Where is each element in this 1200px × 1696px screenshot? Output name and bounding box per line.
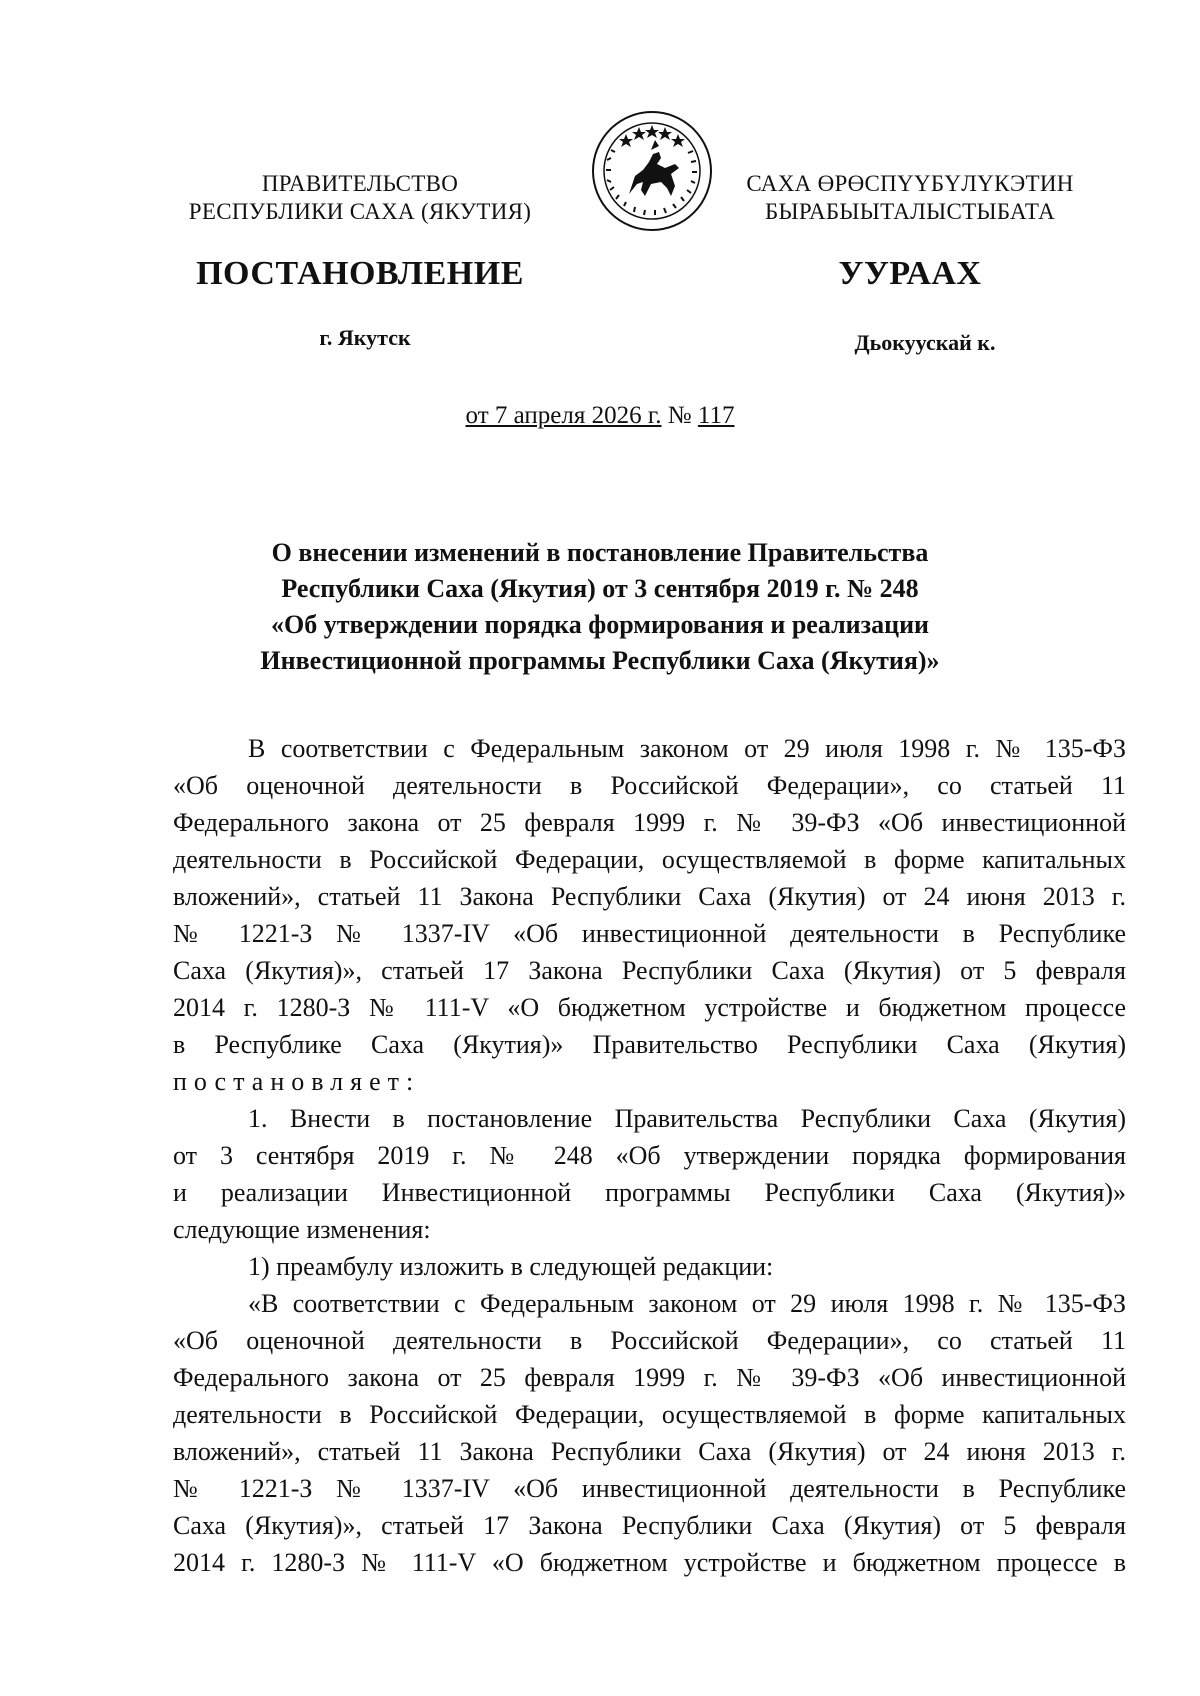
subject-line: «Об утверждении порядка формирования и реализации xyxy=(270,610,930,639)
subject-line: Инвестиционной программы Республики Саха (Якутия)» xyxy=(260,646,940,675)
body-line: следующие изменения: xyxy=(173,1215,431,1244)
issuer-ru-line1: ПРАВИТЕЛЬСТВО xyxy=(261,171,459,196)
body-line: «Об оценочной деятельности в Российской Федерации», со статьей 11 xyxy=(173,1326,1126,1355)
issuer-sakha-line1: САХА ӨРӨСПҮҮБҮЛҮКЭТИН xyxy=(746,171,1074,196)
subject-line: О внесении изменений в постановление Правительства xyxy=(271,538,929,567)
coat-of-arms-icon xyxy=(591,110,713,232)
body-line: В соответствии с Федеральным законом от 29 июля 1998 г. № 135-ФЗ xyxy=(248,734,1126,763)
body-line: Федерального закона от 25 февраля 1999 г. № 39-ФЗ «Об инвестиционной xyxy=(173,1363,1126,1392)
body-line: от 3 сентября 2019 г. № 248 «Об утверждении порядка формирования xyxy=(173,1141,1126,1170)
body-line: 1) преамбулу изложить в следующей редакции: xyxy=(248,1252,774,1281)
body-line: Саха (Якутия)», статьей 17 Закона Республики Саха (Якутия) от 5 февраля xyxy=(173,1511,1126,1540)
body-line: вложений», статьей 11 Закона Республики Саха (Якутия) от 24 июня 2013 г. xyxy=(173,1437,1126,1466)
doc-subject xyxy=(200,535,1000,679)
city-ru: г. Якутск xyxy=(319,325,411,350)
body-line: № 1221-З № 1337-IV «Об инвестиционной деятельности в Республике xyxy=(173,1474,1126,1503)
body-line: вложений», статьей 11 Закона Республики Саха (Якутия) от 24 июня 2013 г. xyxy=(173,882,1126,911)
doc-title-sakha: УУРААХ xyxy=(838,255,982,292)
body-line: 2014 г. 1280-З № 111-V «О бюджетном устройстве и бюджетном процессе в xyxy=(173,1548,1126,1577)
doc-number: 117 xyxy=(697,402,735,429)
body-line: в Республике Саха (Якутия)» Правительство Республики Саха (Якутия) xyxy=(173,1030,1126,1059)
doc-date: от 7 апреля 2026 г. xyxy=(465,402,662,429)
body-line: и реализации Инвестиционной программы Республики Саха (Якутия)» xyxy=(173,1178,1126,1207)
body-line: деятельности в Российской Федерации, осуществляемой в форме капитальных xyxy=(173,845,1126,874)
body-line: деятельности в Российской Федерации, осуществляемой в форме капитальных xyxy=(173,1400,1126,1429)
body-line: 1. Внести в постановление Правительства Республики Саха (Якутия) xyxy=(248,1104,1126,1133)
doc-title-ru: ПОСТАНОВЛЕНИЕ xyxy=(196,255,524,292)
issuer-sakha xyxy=(720,170,1100,226)
body-line: Федерального закона от 25 февраля 1999 г. № 39-ФЗ «Об инвестиционной xyxy=(173,808,1126,837)
body-line: № 1221-З № 1337-IV «Об инвестиционной деятельности в Республике xyxy=(173,919,1126,948)
issuer-ru xyxy=(170,170,550,226)
doc-number-prefix: № xyxy=(667,402,692,429)
date-number-line xyxy=(0,402,1200,430)
body-line: «Об оценочной деятельности в Российской Федерации», со статьей 11 xyxy=(173,771,1126,800)
body-line: Саха (Якутия)», статьей 17 Закона Республики Саха (Якутия) от 5 февраля xyxy=(173,956,1126,985)
subject-line: Республики Саха (Якутия) от 3 сентября 2019 г. № 248 xyxy=(281,574,919,603)
issuer-ru-line2: РЕСПУБЛИКИ САХА (ЯКУТИЯ) xyxy=(188,199,532,224)
body-line-resolves: постановляет: xyxy=(173,1067,421,1096)
issuer-sakha-line2: БЫРАБЫЫТАЛЫСТЫБАТА xyxy=(764,199,1056,224)
body-line: 2014 г. 1280-З № 111-V «О бюджетном устройстве и бюджетном процессе xyxy=(173,993,1126,1022)
city-sakha: Дьокуускай к. xyxy=(854,330,996,355)
body-line: «В соответствии с Федеральным законом от 29 июля 1998 г. № 135-ФЗ xyxy=(248,1289,1126,1318)
doc-body xyxy=(173,730,1126,1581)
